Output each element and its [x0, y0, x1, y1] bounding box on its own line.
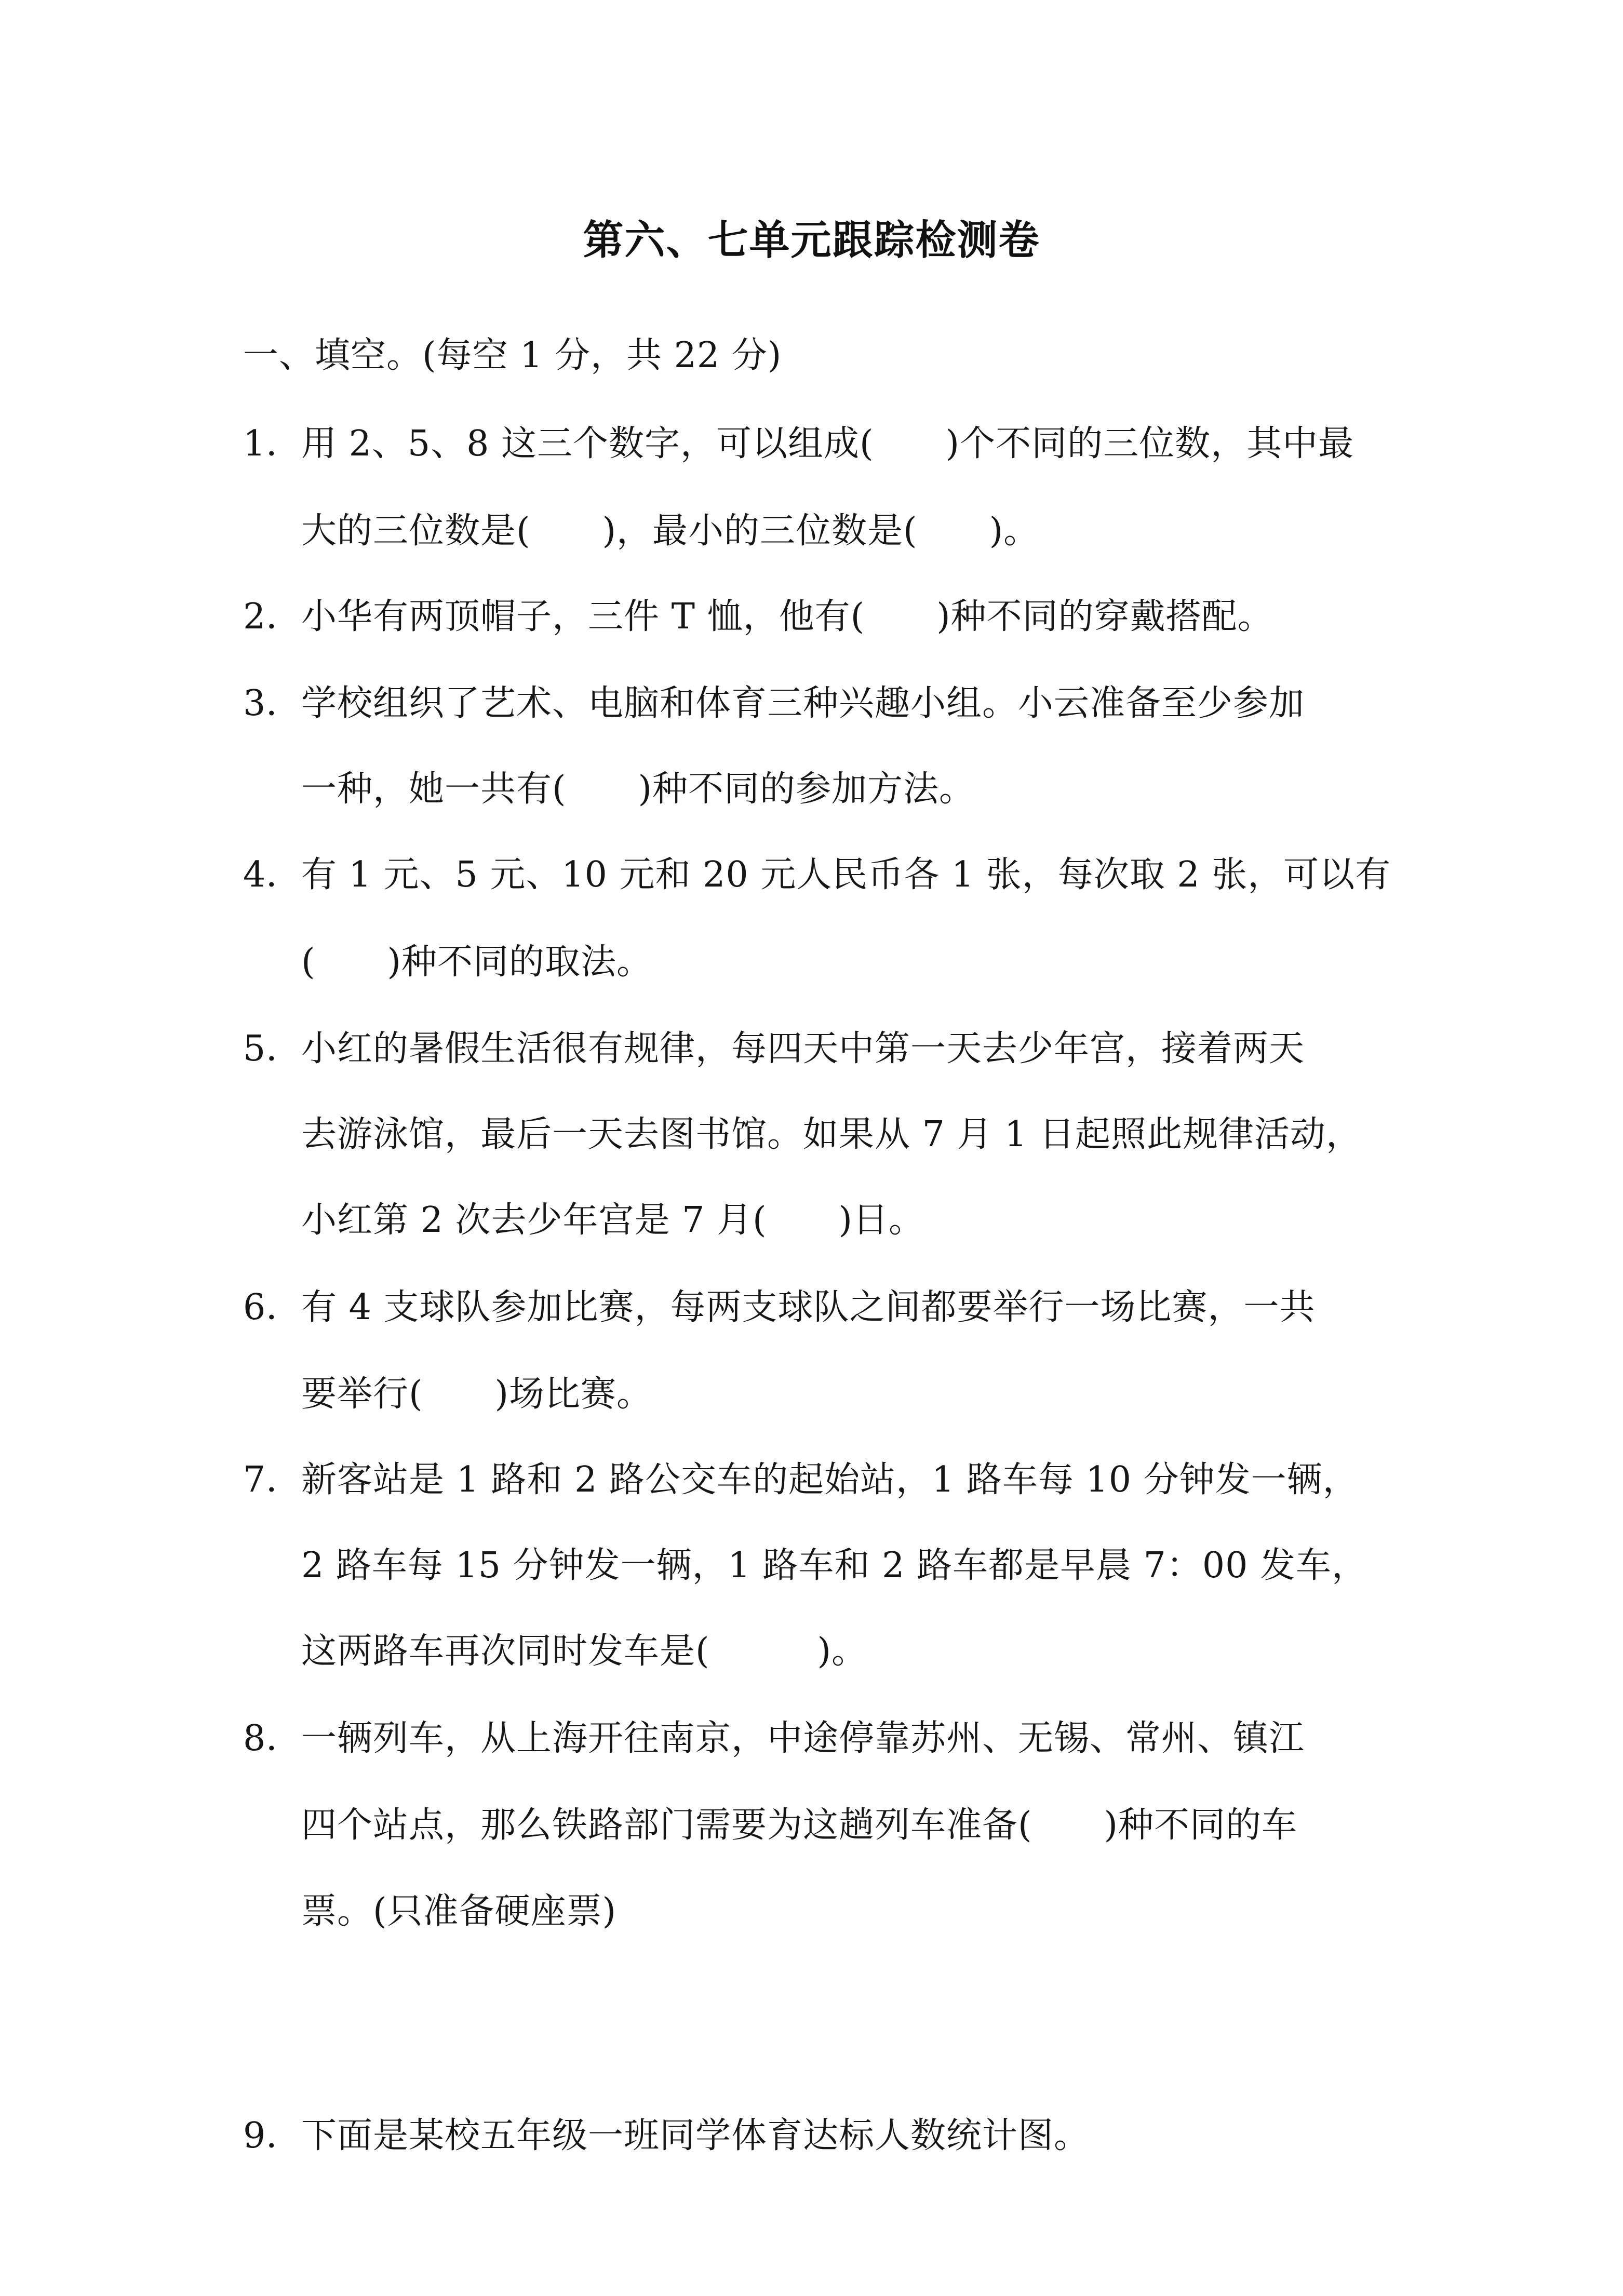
- question-6-line-2: 要举行( )场比赛。: [301, 1374, 653, 1415]
- question-5-line-2: 去游泳馆，最后一天去图书馆。如果从 7 月 1 日起照此规律活动，: [301, 1114, 1362, 1155]
- question-6-number: 6．: [243, 1287, 302, 1328]
- question-7-line-1: 新客站是 1 路和 2 路公交车的起始站，1 路车每 10 分钟发一辆，: [301, 1459, 1359, 1500]
- question-4-line-1: 有 1 元、5 元、10 元和 20 元人民币各 1 张，每次取 2 张，可以有: [301, 854, 1391, 895]
- question-1-line-2: 大的三位数是( )，最小的三位数是( )。: [301, 511, 1040, 552]
- question-8-line-1: 一辆列车，从上海开往南京，中途停靠苏州、无锡、常州、镇江: [301, 1718, 1305, 1759]
- question-2-line-1: 小华有两顶帽子，三件 T 恤，他有( )种不同的穿戴搭配。: [301, 596, 1273, 637]
- question-9-line-1: 下面是某校五年级一班同学体育达标人数统计图。: [301, 2115, 1090, 2156]
- question-7-number: 7．: [243, 1459, 302, 1500]
- page-title: 第六、七单元跟踪检测卷: [583, 217, 1040, 264]
- question-2-number: 2．: [243, 596, 302, 637]
- question-6-line-1: 有 4 支球队参加比赛，每两支球队之间都要举行一场比赛，一共: [301, 1287, 1316, 1328]
- question-1-number: 1．: [243, 423, 302, 464]
- question-8-number: 8．: [243, 1718, 302, 1759]
- question-5-line-1: 小红的暑假生活很有规律，每四天中第一天去少年宫，接着两天: [301, 1028, 1305, 1069]
- question-1-line-1: 用 2、5、8 这三个数字，可以组成( )个不同的三位数，其中最: [301, 423, 1354, 464]
- question-9-number: 9．: [243, 2115, 302, 2156]
- question-7-line-3: 这两路车再次同时发车是( )。: [301, 1631, 868, 1672]
- question-5-line-3: 小红第 2 次去少年宫是 7 月( )日。: [301, 1200, 925, 1241]
- question-7-line-2: 2 路车每 15 分钟发一辆，1 路车和 2 路车都是早晨 7：00 发车，: [301, 1545, 1368, 1586]
- question-3-line-1: 学校组织了艺术、电脑和体育三种兴趣小组。小云准备至少参加: [301, 683, 1305, 724]
- question-8-line-2: 四个站点，那么铁路部门需要为这趟列车准备( )种不同的车: [301, 1805, 1298, 1846]
- question-5-number: 5．: [243, 1028, 302, 1069]
- question-4-number: 4．: [243, 854, 302, 895]
- question-3-line-2: 一种，她一共有( )种不同的参加方法。: [301, 769, 975, 810]
- question-3-number: 3．: [243, 683, 302, 724]
- question-8-line-3: 票。(只准备硬座票): [301, 1891, 617, 1932]
- question-4-line-2: ( )种不同的取法。: [301, 942, 653, 983]
- section-heading: 一、填空。(每空 1 分，共 22 分): [243, 335, 782, 376]
